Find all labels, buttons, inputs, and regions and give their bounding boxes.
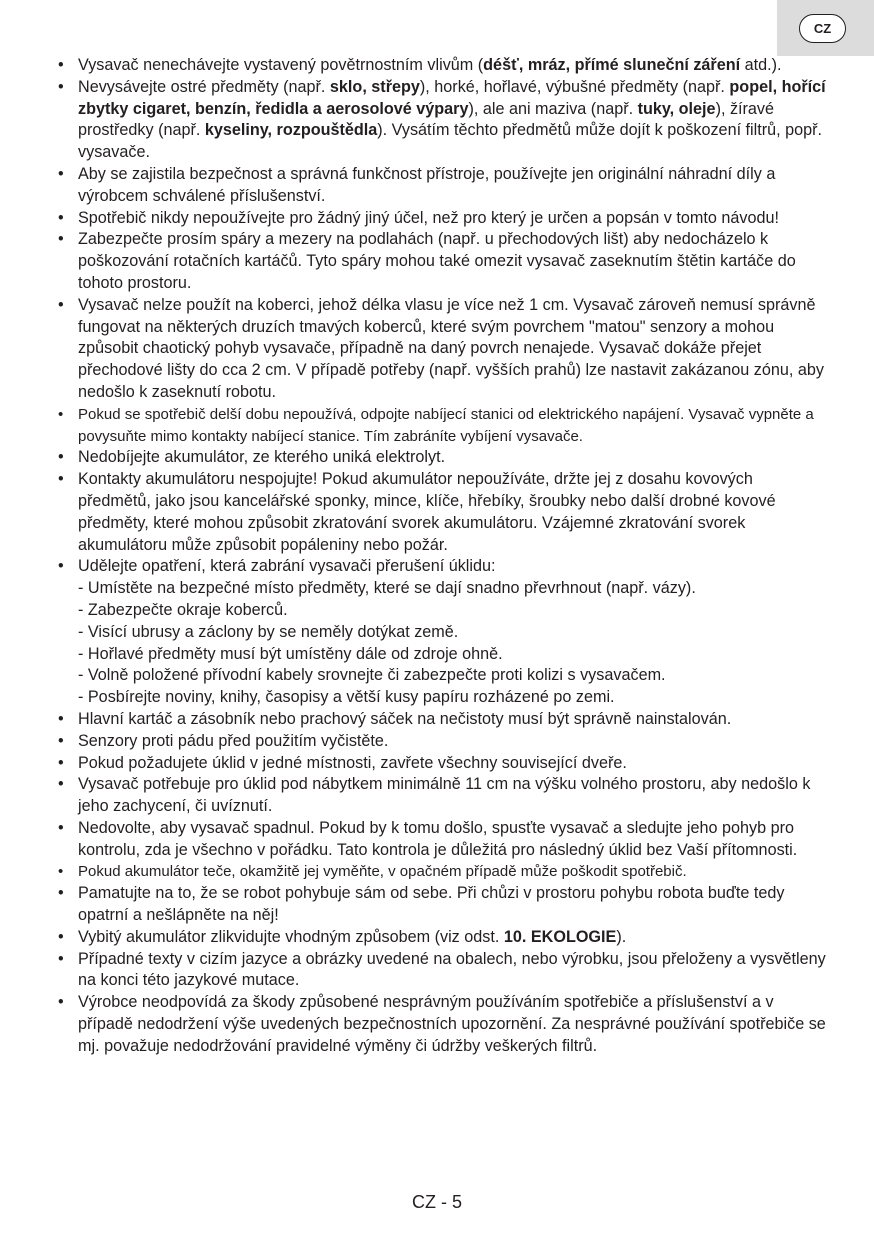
sub-item: - Zabezpečte okraje koberců. xyxy=(78,600,288,619)
list-item: • Spotřebič nikdy nepoužívejte pro žádný jiný účel, než pro který je určen a popsán v tomto návodu! xyxy=(56,208,826,230)
page-number: CZ - 5 xyxy=(411,1192,462,1212)
sub-item: - Volně položené přívodní kabely srovnejte či zabezpečte proti kolizi s vysavačem. xyxy=(78,666,666,685)
list-item: • Nedovolte, aby vysavač spadnul. Pokud by k tomu došlo, spusťte vysavač a sledujte jeho pohyb pro kontrolu, zda je všechno v pořádku. Tato kontrola je důležitá pro následný úklid bez Vaší přítomnosti. xyxy=(56,818,826,862)
list-item: • Případné texty v cizím jazyce a obrázky uvedené na obalech, nebo výrobku, jsou přeloženy a vysvětleny na konci této jazykové mutace. xyxy=(56,949,826,993)
list-item: • Pokud se spotřebič delší dobu nepoužívá, odpojte nabíjecí stanici od elektrického napájení. Vysavač vypněte a povysuňte mimo kontakty nabíjecí stanice. Tím zabráníte vybíjení vysavače. xyxy=(56,404,826,448)
list-item: • Pokud akumulátor teče, okamžitě jej vyměňte, v opačném případě může poškodit spotřebič. xyxy=(56,861,826,883)
list-item: • Kontakty akumulátoru nespojujte! Pokud akumulátor nepoužíváte, držte jej z dosahu kovových předmětů, jako jsou kancelářské sponky, mince, klíče, hřebíky, šroubky nebo další drobné kovové předměty, které mohou způsobit zkratování svorek akumulátoru. Vzájemné zkratování svorek akumulátoru může způsobit popáleniny nebo požár. xyxy=(56,469,826,556)
list-item: • Senzory proti pádu před použitím vyčistěte. xyxy=(56,731,826,753)
list-item: • Nevysávejte ostré předměty (např. sklo, střepy), horké, hořlavé, výbušné předměty (např. popel, hořící zbytky cigaret, benzín, ředidla a aerosolové výpary), ale ani maziva (např. tuky, oleje), žíravé prostředky (např. kyseliny, rozpouštědla). Vysátím těchto předmětů může dojít k poškození filtrů, popř. vysavače. xyxy=(56,77,826,164)
list-item: • Pokud požadujete úklid v jedné místnosti, zavřete všechny související dveře. xyxy=(56,753,826,775)
list-item: • Aby se zajistila bezpečnost a správná funkčnost přístroje, používejte jen originální náhradní díly a výrobcem schválené příslušenství. xyxy=(56,164,826,208)
sub-item: - Posbírejte noviny, knihy, časopisy a větší kusy papíru rozházené po zemi. xyxy=(78,688,615,707)
list-item: • Vysavač nelze použít na koberci, jehož délka vlasu je více než 1 cm. Vysavač zároveň nemusí správně fungovat na některých druzích tmavých koberců, které svým povrchem "matou" senzory a mohou způsobit chaotický pohyb vysavače, případně na daný povrch nenajede. Vysavač dokáže přejet přechodové lišty do cca 2 cm. V případě potřeby (např. vyšších prahů) lze nastavit zakázanou zónu, aby nedošlo k zaseknutí robotu. xyxy=(56,295,826,404)
list-item: • Vybitý akumulátor zlikvidujte vhodným způsobem (viz odst. 10. EKOLOGIE). xyxy=(56,927,826,949)
list-item: • Udělejte opatření, která zabrání vysavači přerušení úklidu: - Umístěte na bezpečné místo předměty, které se dají snadno převrhnout (např. vázy). - Zabezpečte okraje koberců. - Visící ubrusy a záclony by se neměly dotýkat země. - Hořlavé předměty musí být umístěny dále od zdroje ohně. - Volně položené přívodní kabely srovnejte či zabezpečte proti kolizi s vysavačem. - Posbírejte noviny, knihy, časopisy a větší kusy papíru rozházené po zemi. xyxy=(56,556,826,709)
list-item: • Výrobce neodpovídá za škody způsobené nesprávným používáním spotřebiče a příslušenství a v případě nedodržení výše uvedených bezpečnostních upozornění. Za nesprávné používání spotřebiče se mj. považuje nedodržování pravidelné výměny či údržby veškerých filtrů. xyxy=(56,992,826,1057)
sub-item: - Umístěte na bezpečné místo předměty, které se dají snadno převrhnout (např. vázy). xyxy=(78,579,696,598)
list-item: • Pamatujte na to, že se robot pohybuje sám od sebe. Při chůzi v prostoru pohybu robota buďte tedy opatrní a nešlápněte na něj! xyxy=(56,883,826,927)
language-badge: CZ xyxy=(799,14,846,43)
sub-item: - Hořlavé předměty musí být umístěny dále od zdroje ohně. xyxy=(78,644,503,663)
list-item: • Vysavač potřebuje pro úklid pod nábytkem minimálně 11 cm na výšku volného prostoru, aby nedošlo k jeho zachycení, či uvíznutí. xyxy=(56,774,826,818)
safety-instructions-list xyxy=(56,55,826,1058)
list-item: • Hlavní kartáč a zásobník nebo prachový sáček na nečistoty musí být správně nainstalován. xyxy=(56,709,826,731)
list-item: • Vysavač nenechávejte vystavený povětrnostním vlivům (déšť, mráz, přímé sluneční záření atd.). xyxy=(56,55,826,77)
list-item: • Zabezpečte prosím spáry a mezery na podlahách (např. u přechodových lišt) aby nedocházelo k poškozování rotačních kartáčů. Tyto spáry mohou také omezit vysavač zaseknutím štětin kartáče do tohoto prostoru. xyxy=(56,229,826,294)
list-item: • Nedobíjejte akumulátor, ze kterého uniká elektrolyt. xyxy=(56,447,826,469)
sub-item: - Visící ubrusy a záclony by se neměly dotýkat země. xyxy=(78,622,459,641)
language-tab xyxy=(777,0,874,56)
